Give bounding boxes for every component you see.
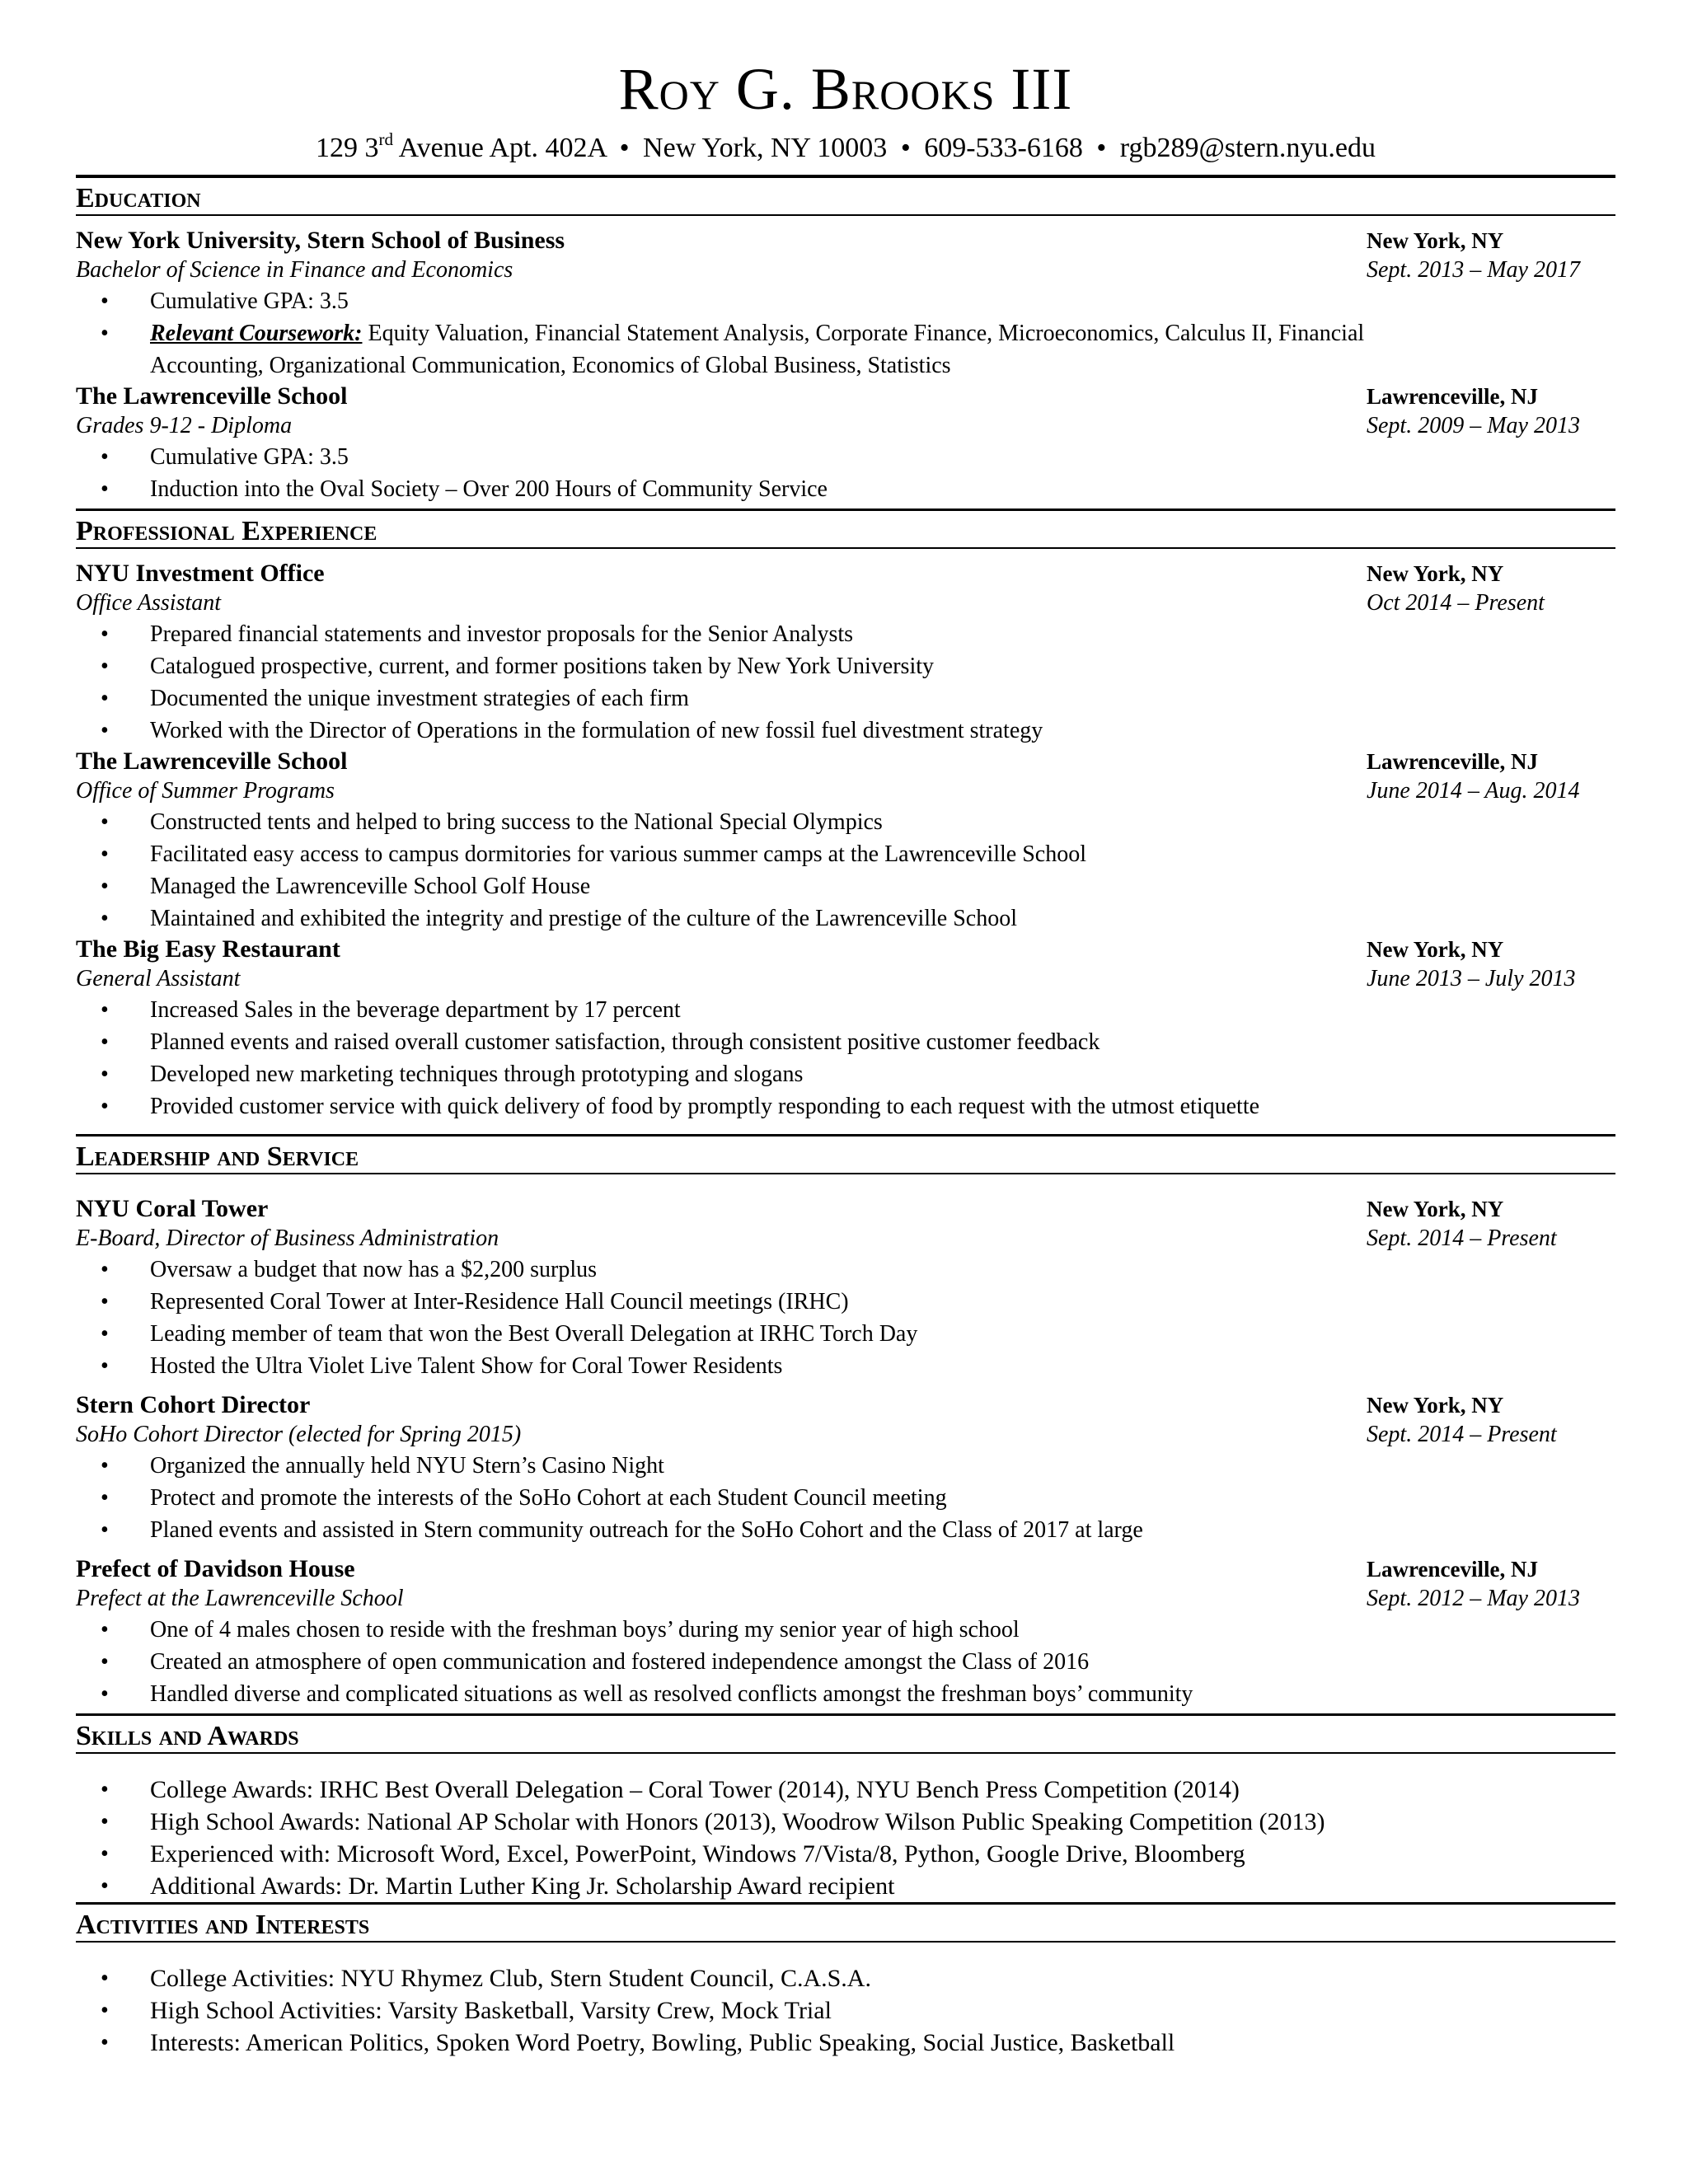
entry-location: New York, NY: [1367, 561, 1504, 586]
bullet-icon: •: [101, 1062, 109, 1087]
education-section: [76, 178, 1615, 509]
bullet-icon: •: [101, 1873, 109, 1899]
list-item: • College Awards: IRHC Best Overall Delegation – Coral Tower (2014), NYU Bench Press Competition (2014): [76, 1774, 1615, 1806]
entry-role: SoHo Cohort Director (elected for Spring 2015): [76, 1422, 522, 1447]
list-item: • Induction into the Oval Society – Over 200 Hours of Community Service: [76, 473, 1615, 505]
list-item: • Represented Coral Tower at Inter-Residence Hall Council meetings (IRHC): [76, 1286, 1615, 1318]
entry-role: E-Board, Director of Business Administration: [76, 1226, 499, 1251]
bullet-icon: •: [101, 1485, 109, 1511]
bullet-icon: •: [101, 1809, 109, 1835]
list-item: • Cumulative GPA: 3.5: [76, 285, 1615, 317]
separator-bullet: •: [1096, 133, 1107, 163]
experience-section: [76, 509, 1615, 1134]
separator-bullet: •: [900, 133, 911, 163]
phone: 609-533-6168: [924, 133, 1083, 163]
bullet-list: [76, 806, 1615, 935]
education-entry: [76, 382, 1615, 505]
entry-location: New York, NY: [1367, 228, 1504, 253]
bullet-icon: •: [101, 1094, 109, 1119]
entry-location: New York, NY: [1367, 1197, 1504, 1221]
leadership-entry: [76, 1194, 1615, 1382]
bullet-icon: •: [101, 321, 109, 346]
entry-org: NYU Investment Office: [76, 560, 325, 587]
entry-dates: Sept. 2014 – Present: [1367, 1226, 1557, 1251]
entry-role: Bachelor of Science in Finance and Economics: [76, 257, 513, 283]
list-item: • Catalogued prospective, current, and former positions taken by New York University: [76, 650, 1615, 682]
list-item: • College Activities: NYU Rhymez Club, Stern Student Council, C.A.S.A.: [76, 1962, 1615, 1994]
coursework-label: Relevant Coursework:: [150, 321, 363, 346]
bullet-icon: •: [101, 1966, 109, 1991]
experience-entry: [76, 747, 1615, 935]
section-title-experience: Professional Experience: [76, 509, 1615, 549]
entry-location: Lawrenceville, NJ: [1367, 749, 1538, 774]
bullet-icon: •: [101, 1681, 109, 1707]
bullet-icon: •: [101, 476, 109, 502]
list-item: • Interests: American Politics, Spoken Word Poetry, Bowling, Public Speaking, Social Justice, Basketball: [76, 2027, 1615, 2059]
bullet-list: [76, 1450, 1615, 1546]
entry-dates: June 2013 – July 2013: [1367, 966, 1576, 991]
list-item: • One of 4 males chosen to reside with the freshman boys’ during my senior year of high school: [76, 1614, 1615, 1646]
section-title-activities: Activities and Interests: [76, 1902, 1615, 1943]
bullet-icon: •: [101, 654, 109, 679]
section-title-skills: Skills and Awards: [76, 1713, 1615, 1754]
email[interactable]: rgb289@stern.nyu.edu: [1119, 133, 1376, 163]
bullet-icon: •: [101, 1517, 109, 1543]
bullet-list: [76, 1774, 1615, 1902]
bullet-icon: •: [101, 1998, 109, 2023]
list-item: • Handled diverse and complicated situations as well as resolved conflicts amongst the freshman boys’ community: [76, 1678, 1615, 1710]
bullet-list: [76, 1614, 1615, 1710]
list-item: • Maintained and exhibited the integrity and prestige of the culture of the Lawrenceville School: [76, 902, 1615, 935]
bullet-list: [76, 618, 1615, 747]
bullet-icon: •: [101, 1649, 109, 1675]
bullet-icon: •: [101, 444, 109, 470]
skills-section: [76, 1713, 1615, 1902]
section-title-leadership: Leadership and Service: [76, 1134, 1615, 1174]
list-item: • Additional Awards: Dr. Martin Luther King Jr. Scholarship Award recipient: [76, 1870, 1615, 1902]
list-item: • Experienced with: Microsoft Word, Excel, PowerPoint, Windows 7/Vista/8, Python, Google Drive, Bloomberg: [76, 1838, 1615, 1870]
leadership-entry: [76, 1390, 1615, 1546]
leadership-section: [76, 1134, 1615, 1713]
entry-dates: Sept. 2012 – May 2013: [1367, 1586, 1580, 1611]
resume-page: [76, 49, 1615, 2059]
entry-org: The Lawrenceville School: [76, 748, 348, 775]
bullet-list: [76, 1254, 1615, 1382]
bullet-icon: •: [101, 841, 109, 867]
entry-org: The Lawrenceville School: [76, 382, 348, 410]
entry-role: Office of Summer Programs: [76, 778, 335, 804]
list-item: • Developed new marketing techniques through prototyping and slogans: [76, 1058, 1615, 1090]
list-item: • Constructed tents and helped to bring success to the National Special Olympics: [76, 806, 1615, 838]
bullet-icon: •: [101, 809, 109, 835]
list-item: • Oversaw a budget that now has a $2,200 surplus: [76, 1254, 1615, 1286]
bullet-icon: •: [101, 1029, 109, 1055]
bullet-icon: •: [101, 686, 109, 711]
bullet-list: [76, 441, 1615, 505]
entry-dates: Sept. 2013 – May 2017: [1367, 257, 1580, 283]
list-item: • Created an atmosphere of open communication and fostered independence amongst the Class of 2016: [76, 1646, 1615, 1678]
bullet-list: [76, 1962, 1615, 2059]
bullet-icon: •: [101, 1453, 109, 1479]
bullet-list: [76, 285, 1615, 382]
entry-org: The Big Easy Restaurant: [76, 935, 340, 963]
list-item: • Planed events and assisted in Stern community outreach for the SoHo Cohort and the Class of 2017 at large: [76, 1514, 1615, 1546]
entry-location: Lawrenceville, NJ: [1367, 1557, 1538, 1582]
bullet-icon: •: [101, 2030, 109, 2055]
bullet-icon: •: [101, 1321, 109, 1347]
entry-location: Lawrenceville, NJ: [1367, 384, 1538, 409]
experience-entry: [76, 935, 1615, 1122]
list-item: • High School Awards: National AP Scholar with Honors (2013), Woodrow Wilson Public Speaking Competition (2013): [76, 1806, 1615, 1838]
entry-dates: June 2014 – Aug. 2014: [1367, 778, 1580, 804]
separator-bullet: •: [619, 133, 630, 163]
bullet-icon: •: [101, 906, 109, 931]
list-item: • High School Activities: Varsity Basketball, Varsity Crew, Mock Trial: [76, 1994, 1615, 2027]
bullet-icon: •: [101, 718, 109, 743]
bullet-icon: •: [101, 1257, 109, 1282]
list-item: • Protect and promote the interests of the SoHo Cohort at each Student Council meeting: [76, 1482, 1615, 1514]
entry-dates: Sept. 2009 – May 2013: [1367, 413, 1580, 438]
bullet-list: [76, 994, 1615, 1122]
list-item: • Facilitated easy access to campus dormitories for various summer camps at the Lawrenceville School: [76, 838, 1615, 870]
entry-dates: Oct 2014 – Present: [1367, 590, 1545, 616]
list-item: • Documented the unique investment strategies of each firm: [76, 682, 1615, 715]
entry-role: Grades 9-12 - Diploma: [76, 413, 293, 438]
bullet-icon: •: [101, 874, 109, 899]
candidate-name: Roy G. Brooks III: [618, 56, 1073, 122]
bullet-icon: •: [101, 1353, 109, 1379]
entry-org: New York University, Stern School of Business: [76, 227, 565, 254]
list-item: • Worked with the Director of Operations in the formulation of new fossil fuel divestment strategy: [76, 715, 1615, 747]
leadership-entry: [76, 1554, 1615, 1710]
list-item: • Cumulative GPA: 3.5: [76, 441, 1615, 473]
bullet-icon: •: [101, 288, 109, 314]
list-item: • Provided customer service with quick delivery of food by promptly responding to each request with the utmost etiquette: [76, 1090, 1615, 1122]
entry-role: Office Assistant: [76, 590, 222, 616]
list-item: [76, 317, 1615, 382]
entry-role: General Assistant: [76, 966, 241, 991]
list-item: • Planned events and raised overall customer satisfaction, through consistent positive customer feedback: [76, 1026, 1615, 1058]
entry-location: New York, NY: [1367, 937, 1504, 962]
entry-org: Prefect of Davidson House: [76, 1555, 355, 1582]
list-item: • Hosted the Ultra Violet Live Talent Show for Coral Tower Residents: [76, 1350, 1615, 1382]
city: New York, NY 10003: [643, 133, 888, 163]
bullet-icon: •: [101, 1777, 109, 1802]
entry-role: Prefect at the Lawrenceville School: [76, 1586, 404, 1611]
bullet-icon: •: [101, 1841, 109, 1867]
entry-dates: Sept. 2014 – Present: [1367, 1422, 1557, 1447]
entry-location: New York, NY: [1367, 1393, 1504, 1418]
experience-entry: [76, 559, 1615, 747]
bullet-icon: •: [101, 997, 109, 1023]
list-item: • Increased Sales in the beverage department by 17 percent: [76, 994, 1615, 1026]
activities-section: [76, 1902, 1615, 2059]
education-entry: [76, 226, 1615, 382]
list-item: • Prepared financial statements and investor proposals for the Senior Analysts: [76, 618, 1615, 650]
list-item: • Managed the Lawrenceville School Golf House: [76, 870, 1615, 902]
bullet-icon: •: [101, 621, 109, 647]
coursework-text: Equity Valuation, Financial Statement Analysis, Corporate Finance, Microeconomics, Calculus II, Financial Accounting, Organizational Communication, Economics of Global Business, Statistics: [150, 321, 1365, 378]
list-item: • Organized the annually held NYU Stern’s Casino Night: [76, 1450, 1615, 1482]
contact-line: [76, 130, 1615, 166]
list-item: • Leading member of team that won the Best Overall Delegation at IRHC Torch Day: [76, 1318, 1615, 1350]
entry-org: NYU Coral Tower: [76, 1195, 269, 1222]
address: 129 3rd Avenue Apt. 402A: [316, 129, 607, 163]
bullet-icon: •: [101, 1289, 109, 1315]
bullet-icon: •: [101, 1617, 109, 1643]
section-title-education: Education: [76, 178, 1615, 216]
entry-org: Stern Cohort Director: [76, 1391, 311, 1418]
